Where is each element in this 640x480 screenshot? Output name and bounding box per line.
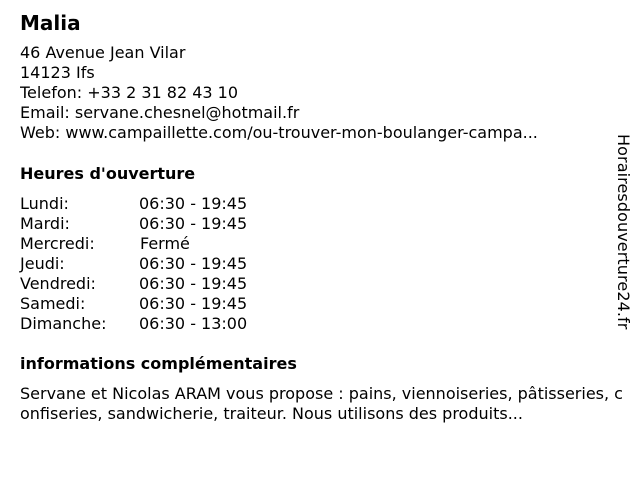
day-label: Jeudi: <box>20 254 65 273</box>
time-value: 06:30 - 13:00 <box>139 314 248 333</box>
hours-row-monday <box>20 194 247 214</box>
time-value: 06:30 - 19:45 <box>139 254 248 273</box>
email-line: Email: servane.chesnel@hotmail.fr <box>20 103 300 122</box>
hours-row-sunday <box>20 314 247 334</box>
hours-row-tuesday <box>20 214 247 234</box>
site-watermark-logo: Horairesdouverture24.fr <box>614 134 633 330</box>
day-label: Mercredi: <box>20 234 95 253</box>
opening-hours-table <box>20 194 247 334</box>
hours-row-wednesday <box>20 234 247 254</box>
day-label: Samedi: <box>20 294 86 313</box>
business-name: Malia <box>20 11 81 35</box>
day-label: Dimanche: <box>20 314 107 333</box>
hours-row-friday <box>20 274 247 294</box>
web-line: Web: www.campaillette.com/ou-trouver-mon-boulanger-campa... <box>20 123 538 142</box>
time-value: 06:30 - 19:45 <box>139 214 248 233</box>
hours-row-thursday <box>20 254 247 274</box>
time-value: 06:30 - 19:45 <box>139 294 248 313</box>
address-block <box>20 43 600 143</box>
day-label: Vendredi: <box>20 274 96 293</box>
street-address: 46 Avenue Jean Vilar <box>20 43 186 62</box>
phone-line: Telefon: +33 2 31 82 43 10 <box>20 83 239 102</box>
day-label: Mardi: <box>20 214 70 233</box>
city-postcode: 14123 Ifs <box>20 63 95 82</box>
hours-row-saturday <box>20 294 247 314</box>
time-value: Fermé <box>140 234 190 253</box>
day-label: Lundi: <box>20 194 69 213</box>
time-value: 06:30 - 19:45 <box>139 194 248 213</box>
additional-info-text: Servane et Nicolas ARAM vous propose : pains, viennoiseries, pâtisseries, confiseries, sandwicherie, traiteur. Nous utilisons des produits... <box>20 384 623 423</box>
time-value: 06:30 - 19:45 <box>139 274 248 293</box>
additional-info-heading: informations complémentaires <box>20 354 297 373</box>
opening-hours-heading: Heures d'ouverture <box>20 164 196 183</box>
